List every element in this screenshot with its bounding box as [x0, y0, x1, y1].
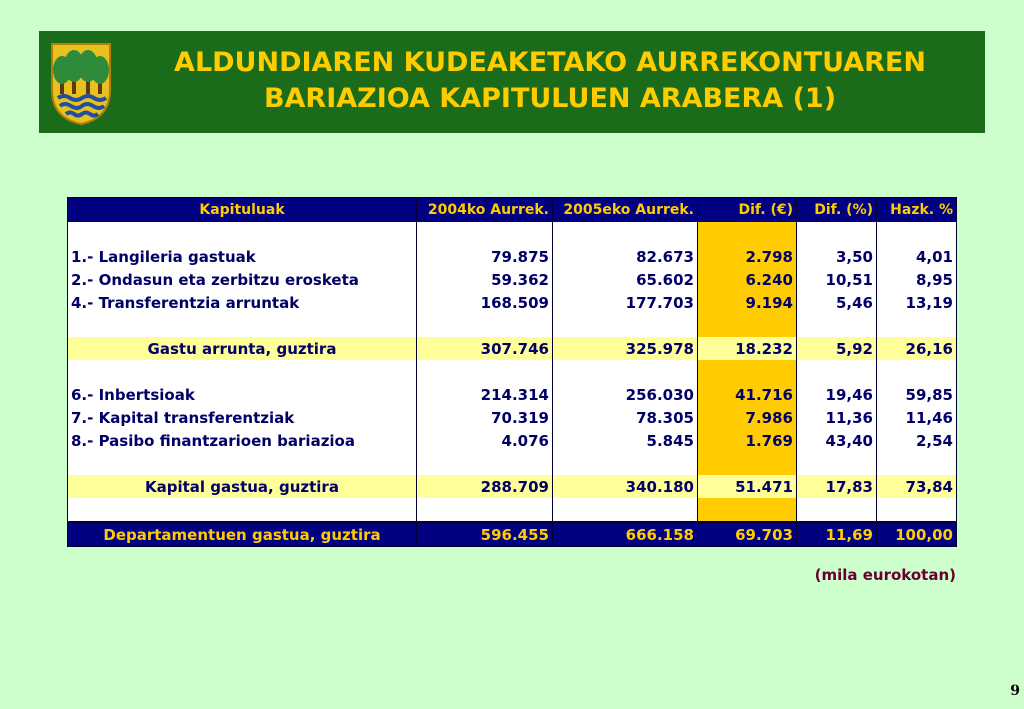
table-cell: 340.180	[553, 475, 698, 498]
table-cell: 2.798	[698, 245, 797, 268]
table-cell: 69.703	[698, 522, 797, 547]
table-cell	[797, 498, 877, 522]
table-cell: 8,95	[877, 268, 957, 291]
table-cell: 5.845	[553, 429, 698, 452]
table-cell: 65.602	[553, 268, 698, 291]
page-title	[125, 45, 975, 117]
table-cell	[698, 314, 797, 337]
table-cell	[797, 452, 877, 475]
title-line-1: ALDUNDIAREN KUDEAKETAKO AURREKONTUAREN	[174, 47, 926, 78]
table-cell	[797, 222, 877, 245]
table-cell	[698, 452, 797, 475]
table-cell	[553, 498, 698, 522]
table-cell: 82.673	[553, 245, 698, 268]
table-cell: 10,51	[797, 268, 877, 291]
table-cell: 6.240	[698, 268, 797, 291]
table-cell: 168.509	[417, 291, 553, 314]
table-cell	[417, 452, 553, 475]
table-cell: 41.716	[698, 383, 797, 406]
table-cell	[417, 360, 553, 383]
table-cell: 3,50	[797, 245, 877, 268]
table-cell: 13,19	[877, 291, 957, 314]
table-cell: 43,40	[797, 429, 877, 452]
table-cell	[553, 314, 698, 337]
table-cell	[698, 498, 797, 522]
title-line-2: BARIAZIOA KAPITULUEN ARABERA (1)	[263, 83, 837, 114]
table-cell: Departamentuen gastua, guztira	[68, 522, 417, 547]
header-2004: 2004ko Aurrek.	[417, 198, 553, 223]
table-cell	[68, 222, 417, 245]
table-cell: 11,36	[797, 406, 877, 429]
page-number: 9	[1010, 683, 1020, 699]
table-cell: 9.194	[698, 291, 797, 314]
table-cell: 6.- Inbertsioak	[68, 383, 417, 406]
table-cell: 51.471	[698, 475, 797, 498]
header-dif-eur: Dif. (€)	[698, 198, 797, 223]
table-cell: 256.030	[553, 383, 698, 406]
table-cell	[68, 498, 417, 522]
header-2005: 2005eko Aurrek.	[553, 198, 698, 223]
table-cell: 4,01	[877, 245, 957, 268]
spacer-row	[68, 452, 957, 475]
spacer-row	[68, 222, 957, 245]
header-dif-pct: Dif. (%)	[797, 198, 877, 223]
table-row	[68, 429, 957, 452]
table-cell	[877, 498, 957, 522]
table-body	[68, 222, 957, 547]
table-cell: 1.- Langileria gastuak	[68, 245, 417, 268]
table-cell	[68, 314, 417, 337]
table-cell: 288.709	[417, 475, 553, 498]
table-cell: Kapital gastua, guztira	[68, 475, 417, 498]
spacer-row	[68, 360, 957, 383]
table-cell	[698, 222, 797, 245]
table-cell: 5,92	[797, 337, 877, 360]
table-cell: 2.- Ondasun eta zerbitzu erosketa	[68, 268, 417, 291]
table-cell: Gastu arrunta, guztira	[68, 337, 417, 360]
units-note: (mila eurokotan)	[814, 566, 956, 584]
table-cell	[698, 360, 797, 383]
table-row	[68, 245, 957, 268]
total-row	[68, 522, 957, 547]
table-cell	[417, 222, 553, 245]
coat-of-arms-icon	[48, 40, 114, 126]
table-cell: 78.305	[553, 406, 698, 429]
header-hazk: Hazk. %	[877, 198, 957, 223]
table-cell: 666.158	[553, 522, 698, 547]
table-cell: 1.769	[698, 429, 797, 452]
table-cell	[877, 360, 957, 383]
table-cell: 70.319	[417, 406, 553, 429]
title-banner	[39, 31, 985, 133]
table-header-row	[68, 198, 957, 223]
table-cell: 4.- Transferentzia arruntak	[68, 291, 417, 314]
spacer-row	[68, 498, 957, 522]
table-cell: 79.875	[417, 245, 553, 268]
table-row	[68, 406, 957, 429]
table-cell: 11,69	[797, 522, 877, 547]
table-cell	[877, 222, 957, 245]
table-cell	[68, 452, 417, 475]
header-kapituluak: Kapituluak	[68, 198, 417, 223]
table-row	[68, 291, 957, 314]
table-row	[68, 383, 957, 406]
table-cell: 11,46	[877, 406, 957, 429]
table-cell: 596.455	[417, 522, 553, 547]
subtotal-row	[68, 475, 957, 498]
table-cell: 19,46	[797, 383, 877, 406]
table-cell: 100,00	[877, 522, 957, 547]
table-cell: 59,85	[877, 383, 957, 406]
table-cell: 59.362	[417, 268, 553, 291]
table-cell: 214.314	[417, 383, 553, 406]
table-cell	[877, 452, 957, 475]
table-cell	[417, 498, 553, 522]
table-cell	[417, 314, 553, 337]
table-cell: 325.978	[553, 337, 698, 360]
table-cell: 73,84	[877, 475, 957, 498]
table-cell: 2,54	[877, 429, 957, 452]
table-cell: 5,46	[797, 291, 877, 314]
table-cell	[553, 360, 698, 383]
spacer-row	[68, 314, 957, 337]
table-cell: 17,83	[797, 475, 877, 498]
table-cell: 307.746	[417, 337, 553, 360]
table-cell	[797, 360, 877, 383]
table-cell: 8.- Pasibo finantzarioen bariazioa	[68, 429, 417, 452]
table-cell	[553, 222, 698, 245]
table-cell: 4.076	[417, 429, 553, 452]
subtotal-row	[68, 337, 957, 360]
table-cell: 7.986	[698, 406, 797, 429]
table-cell	[797, 314, 877, 337]
table-cell	[553, 452, 698, 475]
table-cell	[68, 360, 417, 383]
table-cell	[877, 314, 957, 337]
table-cell: 7.- Kapital transferentziak	[68, 406, 417, 429]
table-cell: 177.703	[553, 291, 698, 314]
table-row	[68, 268, 957, 291]
budget-table	[67, 197, 957, 547]
table-cell: 18.232	[698, 337, 797, 360]
table-cell: 26,16	[877, 337, 957, 360]
